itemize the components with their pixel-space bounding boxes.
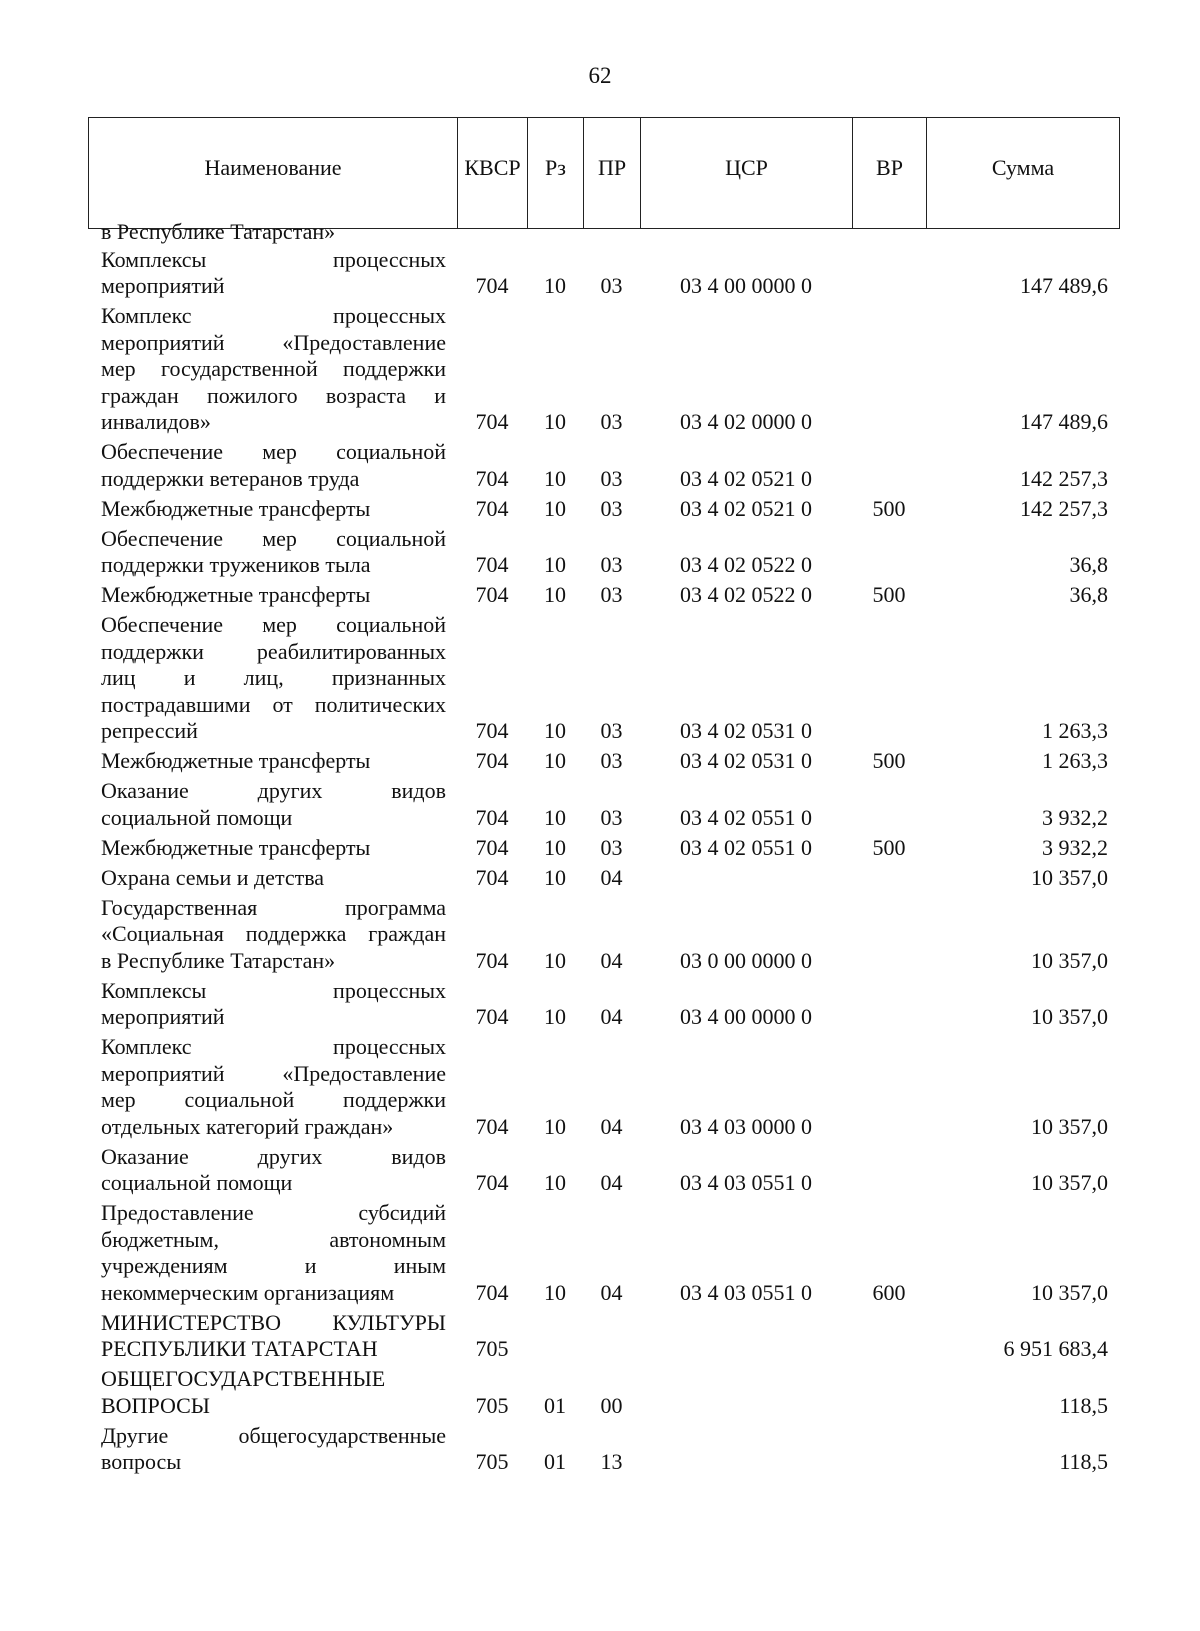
column-header-rz: Рз — [528, 118, 584, 229]
row-rz: 10 — [544, 552, 566, 577]
row-kvsr: 704 — [475, 582, 509, 607]
row-pr: 13 — [600, 1449, 623, 1474]
row-vr — [852, 1423, 926, 1480]
row-csr — [640, 1310, 852, 1367]
row-name-line: некоммерческим организациям — [101, 1279, 395, 1305]
row-sum: 147 489,6 — [1020, 409, 1108, 434]
row-name-line: ОБЩЕГОСУДАРСТВЕННЫЕ — [101, 1366, 386, 1391]
row-name-line: мероприятий «Предоставление — [101, 329, 446, 355]
row-name — [88, 247, 457, 304]
row-rz: 10 — [544, 1170, 566, 1195]
row-pr: 03 — [600, 465, 623, 491]
row-csr: 03 4 02 0522 0 — [680, 582, 812, 607]
row-name — [88, 1034, 457, 1144]
column-header-vr: ВР — [853, 118, 927, 229]
row-rz: 10 — [544, 834, 566, 860]
row-name-line: инвалидов» — [101, 409, 211, 434]
column-header-name: Наименование — [89, 118, 458, 229]
row-name-line: поддержки тружеников тыла — [101, 552, 371, 577]
row-csr — [640, 1366, 852, 1423]
row-vr — [852, 778, 926, 835]
row-name — [88, 748, 457, 778]
row-pr — [583, 219, 640, 247]
table-row — [88, 835, 1119, 865]
row-name — [88, 496, 457, 526]
row-sum: 1 263,3 — [1042, 718, 1108, 743]
row-name — [88, 303, 457, 439]
row-kvsr: 704 — [475, 1279, 509, 1305]
row-kvsr: 704 — [475, 465, 509, 491]
row-name-line: вопросы — [101, 1449, 182, 1474]
table-row — [88, 865, 1119, 895]
row-name-line: в Республике Татарстан» — [101, 219, 336, 244]
row-name-line: мероприятий — [101, 273, 225, 298]
row-name-line: бюджетным, автономным — [101, 1226, 446, 1252]
row-kvsr: 704 — [475, 718, 509, 743]
row-kvsr — [457, 219, 527, 247]
row-name-line: Обеспечение мер социальной — [101, 525, 446, 551]
row-name-line: Оказание других видов — [101, 1143, 446, 1169]
row-pr: 03 — [600, 834, 623, 860]
row-kvsr: 705 — [475, 1336, 509, 1361]
row-name-line: поддержки ветеранов труда — [101, 465, 360, 491]
row-name-line: в Республике Татарстан» — [101, 947, 336, 973]
row-csr: 03 4 00 0000 0 — [680, 1004, 812, 1029]
row-name-line: Комплексы процессных — [101, 246, 446, 272]
row-sum: 36,8 — [1069, 582, 1108, 607]
row-name-line: Государственная программа — [101, 894, 446, 920]
table-row — [88, 612, 1119, 748]
row-rz: 10 — [544, 748, 566, 773]
row-name-line: мероприятий «Предоставление — [101, 1060, 446, 1086]
row-rz: 10 — [544, 804, 566, 830]
row-kvsr: 704 — [475, 273, 509, 298]
row-name-line: Другие общегосударственные — [101, 1422, 446, 1448]
row-vr — [852, 978, 926, 1035]
row-sum: 118,5 — [1059, 1449, 1108, 1474]
row-rz: 10 — [544, 1004, 566, 1029]
row-rz: 01 — [544, 1392, 566, 1418]
row-kvsr: 704 — [475, 864, 509, 890]
row-pr: 03 — [600, 409, 623, 434]
table-row — [88, 582, 1119, 612]
row-vr — [852, 247, 926, 304]
row-csr: 03 4 02 0531 0 — [680, 718, 812, 743]
row-name — [88, 1310, 457, 1367]
row-name-line: репрессий — [101, 718, 198, 743]
row-kvsr: 704 — [475, 947, 509, 973]
row-sum — [926, 219, 1119, 247]
row-sum: 6 951 683,4 — [1003, 1336, 1108, 1361]
row-kvsr: 704 — [475, 495, 509, 521]
table-row — [88, 526, 1119, 583]
row-vr — [852, 612, 926, 748]
row-vr — [852, 439, 926, 496]
row-name — [88, 1366, 457, 1423]
row-sum: 10 357,0 — [1031, 1170, 1108, 1195]
row-name — [88, 612, 457, 748]
row-name-line: граждан пожилого возраста и — [101, 382, 446, 408]
row-name-line: Межбюджетные трансферты — [101, 834, 371, 860]
row-kvsr: 704 — [475, 748, 509, 773]
row-csr: 03 4 02 0522 0 — [680, 552, 812, 577]
row-csr: 03 4 00 0000 0 — [680, 273, 812, 298]
row-sum: 142 257,3 — [1020, 465, 1108, 491]
row-name-line: социальной помощи — [101, 1170, 293, 1195]
row-pr: 00 — [600, 1392, 623, 1418]
row-sum: 36,8 — [1069, 552, 1108, 577]
row-name — [88, 1144, 457, 1201]
row-pr: 04 — [600, 947, 623, 973]
row-rz — [527, 219, 583, 247]
table-row — [88, 303, 1119, 439]
column-header-kvsr: КВСР — [458, 118, 528, 229]
row-name — [88, 778, 457, 835]
row-csr: 03 4 03 0551 0 — [680, 1170, 812, 1195]
page-number: 62 — [588, 63, 612, 88]
row-csr: 03 4 02 0000 0 — [680, 409, 812, 434]
row-vr — [852, 865, 926, 895]
table-header — [88, 117, 1120, 229]
row-rz — [527, 1310, 583, 1367]
table-row — [88, 1423, 1119, 1480]
row-sum: 10 357,0 — [1031, 1004, 1108, 1029]
row-kvsr: 704 — [475, 1113, 509, 1139]
row-sum: 147 489,6 — [1020, 273, 1108, 298]
table-row — [88, 247, 1119, 304]
row-rz: 10 — [544, 947, 566, 973]
row-rz: 10 — [544, 718, 566, 743]
row-pr: 04 — [600, 1170, 623, 1195]
row-name — [88, 895, 457, 978]
row-vr — [852, 303, 926, 439]
row-kvsr: 704 — [475, 1004, 509, 1029]
row-vr — [852, 1310, 926, 1367]
row-name-line: МИНИСТЕРСТВО КУЛЬТУРЫ — [101, 1309, 446, 1335]
column-header-pr: ПР — [584, 118, 641, 229]
row-sum: 1 263,3 — [1042, 748, 1108, 773]
row-sum: 10 357,0 — [1031, 1279, 1108, 1305]
row-name-line: Межбюджетные трансферты — [101, 495, 371, 521]
row-name-line: Оказание других видов — [101, 778, 446, 803]
row-pr: 03 — [600, 804, 623, 830]
row-name-line: Комплекс процессных — [101, 1034, 446, 1059]
row-rz: 10 — [544, 1279, 566, 1305]
row-pr: 04 — [600, 1113, 623, 1139]
table-row — [88, 496, 1119, 526]
row-name-line: учреждениям и иным — [101, 1253, 446, 1278]
row-csr: 03 4 02 0551 0 — [680, 804, 812, 830]
row-vr — [852, 219, 926, 247]
row-csr: 03 4 02 0521 0 — [680, 465, 812, 491]
row-vr — [852, 526, 926, 583]
row-csr — [640, 865, 852, 895]
row-name — [88, 865, 457, 895]
row-csr: 03 0 00 0000 0 — [680, 947, 812, 973]
row-name — [88, 1200, 457, 1310]
row-rz: 10 — [544, 465, 566, 491]
row-rz: 10 — [544, 495, 566, 521]
row-sum: 10 357,0 — [1031, 947, 1108, 973]
row-name-line: Обеспечение мер социальной — [101, 612, 446, 637]
row-name-line: Межбюджетные трансферты — [101, 582, 371, 607]
row-sum: 3 932,2 — [1042, 834, 1108, 860]
row-name — [88, 526, 457, 583]
row-kvsr: 705 — [475, 1392, 509, 1418]
row-name-line: мер государственной поддержки — [101, 356, 446, 381]
row-pr: 03 — [600, 582, 623, 607]
row-kvsr: 705 — [475, 1449, 509, 1474]
row-name — [88, 439, 457, 496]
table-row — [88, 1144, 1119, 1201]
row-csr — [640, 219, 852, 247]
row-kvsr: 704 — [475, 804, 509, 830]
row-name-line: Межбюджетные трансферты — [101, 748, 371, 773]
row-rz: 01 — [544, 1449, 566, 1474]
table-row — [88, 1366, 1119, 1423]
row-csr — [640, 1423, 852, 1480]
row-pr: 04 — [600, 864, 623, 890]
row-name-line: Предоставление субсидий — [101, 1200, 446, 1225]
column-header-csr: ЦСР — [641, 118, 853, 229]
row-sum: 142 257,3 — [1020, 495, 1108, 521]
row-name-line: поддержки реабилитированных — [101, 638, 446, 664]
row-rz: 10 — [544, 864, 566, 890]
row-vr: 600 — [872, 1279, 906, 1305]
row-pr: 03 — [600, 748, 623, 773]
row-name-line: «Социальная поддержка граждан — [101, 921, 446, 946]
row-vr: 500 — [872, 582, 906, 607]
row-vr: 500 — [872, 495, 906, 521]
row-name-line: Комплексы процессных — [101, 977, 446, 1003]
table-row — [88, 439, 1119, 496]
table-row — [88, 978, 1119, 1035]
table-row — [88, 1034, 1119, 1144]
row-kvsr: 704 — [475, 409, 509, 434]
row-csr: 03 4 02 0521 0 — [680, 495, 812, 521]
row-kvsr: 704 — [475, 552, 509, 577]
row-name-line: пострадавшими от политических — [101, 691, 446, 717]
row-name-line: мероприятий — [101, 1004, 225, 1029]
row-csr: 03 4 03 0000 0 — [680, 1113, 812, 1139]
table-row — [88, 1310, 1119, 1367]
row-pr: 03 — [600, 718, 623, 743]
row-rz: 10 — [544, 409, 566, 434]
row-name-line: лиц и лиц, признанных — [101, 665, 446, 690]
table-row — [88, 748, 1119, 778]
row-vr: 500 — [872, 834, 906, 860]
row-name — [88, 835, 457, 865]
row-vr — [852, 895, 926, 978]
table-row — [88, 895, 1119, 978]
row-vr — [852, 1144, 926, 1201]
table-row — [88, 1200, 1119, 1310]
row-vr — [852, 1366, 926, 1423]
row-pr — [583, 1310, 640, 1367]
row-pr: 03 — [600, 552, 623, 577]
row-sum: 118,5 — [1059, 1392, 1108, 1418]
row-sum: 10 357,0 — [1031, 864, 1108, 890]
row-name-line: Комплекс процессных — [101, 303, 446, 328]
row-sum: 10 357,0 — [1031, 1113, 1108, 1139]
row-vr: 500 — [872, 748, 906, 773]
row-pr: 03 — [600, 495, 623, 521]
row-csr: 03 4 02 0551 0 — [680, 834, 812, 860]
row-pr: 03 — [600, 273, 623, 298]
row-kvsr: 704 — [475, 834, 509, 860]
row-name — [88, 582, 457, 612]
row-name — [88, 219, 457, 247]
row-rz: 10 — [544, 1113, 566, 1139]
column-header-sum: Сумма — [927, 118, 1120, 229]
row-pr: 04 — [600, 1004, 623, 1029]
table-row — [88, 778, 1119, 835]
row-kvsr: 704 — [475, 1170, 509, 1195]
row-vr — [852, 1034, 926, 1144]
row-name-line: социальной помощи — [101, 804, 293, 830]
row-name-line: ВОПРОСЫ — [101, 1392, 210, 1418]
row-name-line: РЕСПУБЛИКИ ТАТАРСТАН — [101, 1336, 378, 1361]
row-csr: 03 4 03 0551 0 — [680, 1279, 812, 1305]
row-name-line: Обеспечение мер социальной — [101, 439, 446, 464]
row-name-line: мер социальной поддержки — [101, 1087, 446, 1112]
row-pr: 04 — [600, 1279, 623, 1305]
table-row — [88, 219, 1119, 247]
row-sum: 3 932,2 — [1042, 804, 1108, 830]
row-name — [88, 1423, 457, 1480]
row-csr: 03 4 02 0531 0 — [680, 748, 812, 773]
row-rz: 10 — [544, 582, 566, 607]
row-name-line: отдельных категорий граждан» — [101, 1113, 394, 1139]
row-rz: 10 — [544, 273, 566, 298]
budget-table — [88, 219, 1119, 1479]
row-name — [88, 978, 457, 1035]
row-name-line: Охрана семьи и детства — [101, 864, 325, 890]
